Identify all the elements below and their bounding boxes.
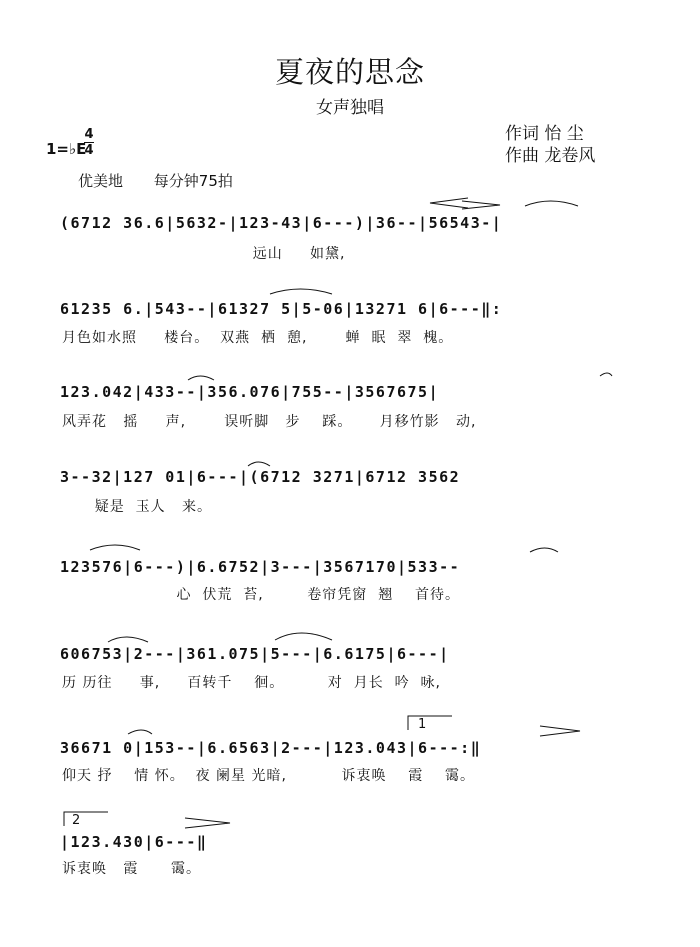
volta-1-number: 1 bbox=[418, 717, 427, 732]
notes-line-4: 3--32|127 01|6---|(6712 3271|6712 3562 bbox=[60, 468, 461, 486]
notes-line-6: 606753|2---|361.075|5---|6.6175|6---| bbox=[60, 645, 450, 663]
expression-text: 优美地 bbox=[78, 172, 124, 190]
slur-1 bbox=[525, 201, 578, 206]
lyrics-line-2: 月色如水照 楼台。 双燕 栖 憩, 蝉 眠 翠 槐。 bbox=[62, 330, 454, 346]
slur-10 bbox=[128, 730, 152, 734]
decrescendo-hairpin bbox=[462, 201, 500, 209]
lyrics-line-3: 风弄花 摇 声, 误听脚 步 踩。 月移竹影 动, bbox=[62, 414, 477, 430]
lyricist-credit: 作词 怡 尘 bbox=[505, 124, 584, 144]
lyrics-line-5: 心 伏荒 苔, 卷帘凭窗 翘 首待。 bbox=[62, 587, 461, 603]
slur-5 bbox=[248, 462, 270, 466]
slur-8 bbox=[108, 637, 148, 642]
tempo-marking bbox=[78, 170, 259, 191]
tempo-text: 每分钟75拍 bbox=[153, 172, 233, 190]
lyrics-line-4: 疑是 玉人 来。 bbox=[62, 499, 212, 515]
slur-2 bbox=[270, 289, 332, 294]
slur-9 bbox=[275, 633, 332, 640]
slur-6 bbox=[90, 545, 140, 550]
volta-2-bracket bbox=[64, 812, 108, 826]
lyrics-line-8: 诉衷唤 霞 霭。 bbox=[62, 861, 202, 877]
credits bbox=[505, 123, 595, 167]
time-signature bbox=[84, 128, 94, 157]
decrescendo-hairpin-2 bbox=[540, 726, 580, 736]
notes-line-2: 61235 6.|543--|61327 5|5-06|13271 6|6---‖: bbox=[60, 300, 503, 318]
composer-credit: 作曲 龙卷风 bbox=[505, 146, 596, 166]
notes-line-5: 123576|6---)|6.6752|3---|3567170|533-- bbox=[60, 558, 461, 576]
slur-7 bbox=[530, 548, 558, 552]
notes-line-1: (6712 36.6|5632-|123-43|6---)|36--|56543-| bbox=[60, 214, 503, 232]
song-subtitle: 女声独唱 bbox=[316, 98, 384, 118]
notes-line-3: 123.042|433--|356.076|755--|3567675| bbox=[60, 383, 440, 401]
song-title: 夏夜的思念 bbox=[274, 55, 425, 89]
crescendo-hairpin bbox=[430, 198, 468, 208]
volta-1-bracket bbox=[408, 716, 452, 730]
volta-2-number: 2 bbox=[72, 813, 81, 828]
lyrics-line-6: 历 历往 事, 百转千 徊。 对 月长 吟 咏, bbox=[62, 675, 441, 691]
slur-3 bbox=[188, 376, 214, 380]
key-signature: 1=♭E bbox=[46, 140, 87, 158]
notes-line-7: 36671 0|153--|6.6563|2---|123.043|6---:‖ bbox=[60, 739, 482, 757]
time-sig-bottom: 4 bbox=[84, 143, 94, 158]
lyrics-line-7: 仰天 抒 情 怀。 夜 阑星 光暗, 诉衷唤 霞 霭。 bbox=[62, 768, 476, 784]
notes-line-8: |123.430|6---‖ bbox=[60, 833, 208, 851]
lyrics-line-1: 远山 如黛, bbox=[62, 246, 346, 262]
time-sig-top: 4 bbox=[84, 127, 94, 142]
decrescendo-hairpin-3 bbox=[185, 818, 230, 828]
slur-4 bbox=[600, 373, 612, 376]
